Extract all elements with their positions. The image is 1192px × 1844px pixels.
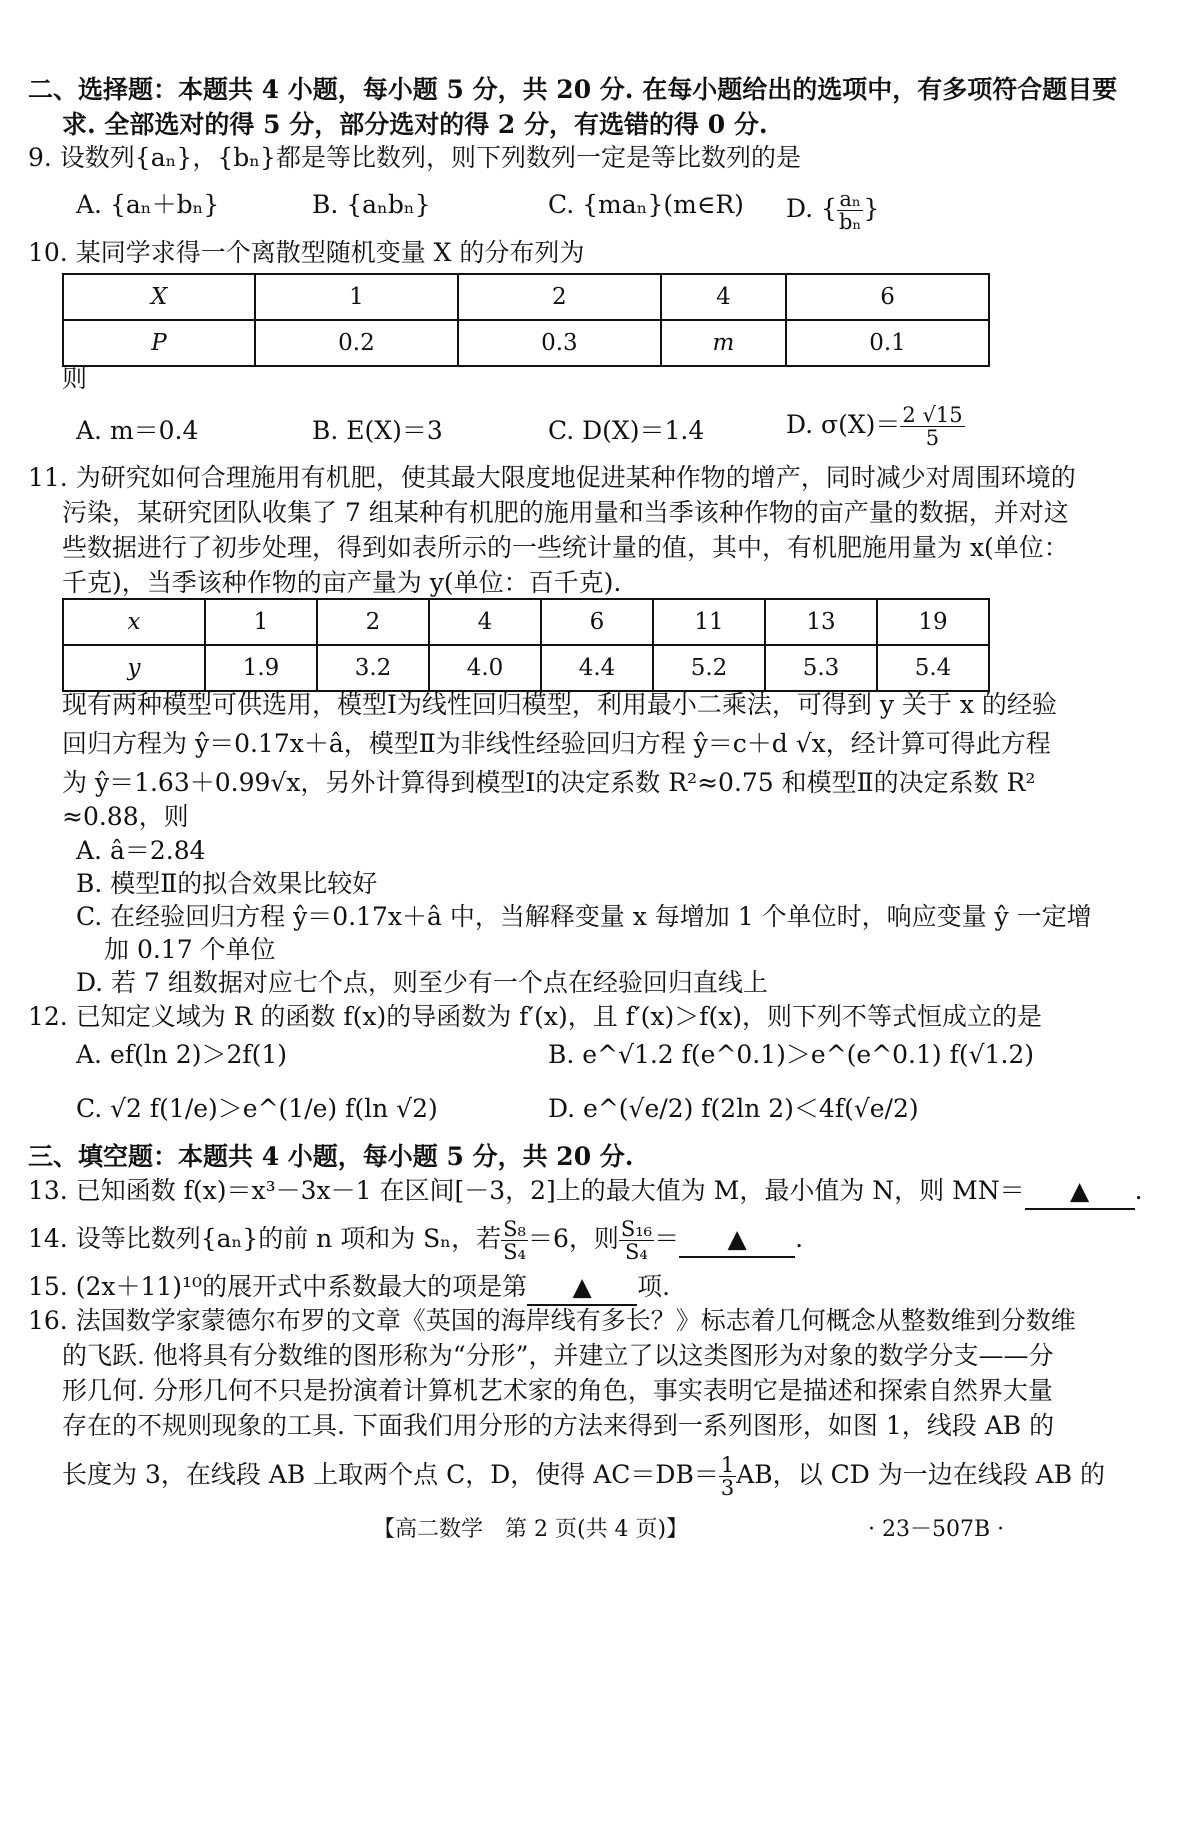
q10-option-a: A. m＝0.4 <box>76 416 199 445</box>
table-cell: 1 <box>255 274 458 320</box>
q15-answer-blank: ▲ <box>527 1270 637 1306</box>
table-row <box>63 320 989 366</box>
section3-title: 三、填空题：本题共 4 小题，每小题 5 分，共 20 分. <box>28 1142 634 1171</box>
q11-option-c-cont: 加 0.17 个单位 <box>104 935 276 964</box>
q15: 15. (2x＋11)¹⁰的展开式中系数最大的项是第 ▲ 项. <box>28 1270 670 1306</box>
q12-stem: 12. 已知定义域为 R 的函数 f(x)的导函数为 f′(x)，且 f′(x)＞f(x)，则下列不等式恒成立的是 <box>28 1002 1043 1031</box>
table-cell: 0.2 <box>255 320 458 366</box>
table-cell: 4 <box>661 274 786 320</box>
q11-option-a: A. â＝2.84 <box>76 836 206 865</box>
table-cell: 1 <box>205 599 317 645</box>
q13-answer-blank: ▲ <box>1025 1174 1135 1210</box>
table-cell: 2 <box>317 599 429 645</box>
table-row <box>63 599 989 645</box>
q12-option-d: D. e^(√e/2) f(2ln 2)＜4f(√e/2) <box>548 1094 919 1123</box>
table-cell: 5.2 <box>653 645 765 691</box>
q10-option-c: C. D(X)＝1.4 <box>548 416 705 445</box>
q10-option-d: D. σ(X)＝ $\frac{2 √15}{5}$ <box>786 403 963 450</box>
q11-data-table <box>62 598 990 692</box>
q11-line4: 千克)，当季该种作物的亩产量为 y(单位：百千克). <box>62 568 622 597</box>
table-cell: 3.2 <box>317 645 429 691</box>
table-row <box>63 645 989 691</box>
section2-title-line2: 求. 全部选对的得 5 分，部分选对的得 2 分，有选错的得 0 分. <box>62 110 768 139</box>
q10-option-b: B. E(X)＝3 <box>312 416 443 445</box>
q10-distribution-table <box>62 273 990 367</box>
q14: 14. 设等比数列{aₙ}的前 n 项和为 Sₙ，若 $\frac{\text{S₈}}{\text{S₄}}$ ＝6，则 $\frac{\text{S₁₆}}{\text{S₄}}$ ＝ ▲ . <box>28 1217 804 1264</box>
q16-line4: 存在的不规则现象的工具. 下面我们用分形的方法来得到一系列图形，如图 1，线段 AB 的 <box>62 1411 1055 1440</box>
q16-line5: 长度为 3，在线段 AB 上取两个点 C，D，使得 AC＝DB＝ $\frac{1}{3}$ AB，以 CD 为一边在线段 AB 的 <box>62 1453 1106 1500</box>
q10-stem: 10. 某同学求得一个离散型随机变量 X 的分布列为 <box>28 238 585 267</box>
table-cell: 1.9 <box>205 645 317 691</box>
q11-after2: 回归方程为 ŷ＝0.17x＋â，模型Ⅱ为非线性经验回归方程 ŷ＝c＋d √x，经计算可得此方程 <box>62 729 1051 758</box>
paper-code: · 23－507B · <box>868 1517 1005 1542</box>
table-cell: P <box>63 320 255 366</box>
q9-option-a: A. {aₙ＋bₙ} <box>76 190 220 219</box>
table-cell: 4.4 <box>541 645 653 691</box>
q12-option-a: A. ef(ln 2)＞2f(1) <box>76 1040 288 1069</box>
q16-line2: 的飞跃. 他将具有分数维的图形称为“分形”，并建立了以这类图形为对象的数学分支——分 <box>62 1341 1054 1370</box>
table-cell: 4 <box>429 599 541 645</box>
q13: 13. 已知函数 f(x)＝x³－3x－1 在区间[－3，2]上的最大值为 M，最小值为 N，则 MN＝ ▲ . <box>28 1174 1143 1210</box>
table-cell: 5.3 <box>765 645 877 691</box>
table-cell: 5.4 <box>877 645 989 691</box>
page-footer: 【高二数学 第 2 页(共 4 页)】 <box>373 1517 689 1542</box>
q10-then: 则 <box>62 364 88 393</box>
q11-option-c: C. 在经验回归方程 ŷ＝0.17x＋â 中，当解释变量 x 每增加 1 个单位时，响应变量 ŷ 一定增 <box>76 902 1092 931</box>
table-cell: 0.1 <box>786 320 989 366</box>
table-cell: 13 <box>765 599 877 645</box>
q11-after4: ≈0.88，则 <box>62 802 189 831</box>
q14-answer-blank: ▲ <box>679 1222 795 1258</box>
q11-after1: 现有两种模型可供选用，模型Ⅰ为线性回归模型，利用最小二乘法，可得到 y 关于 x 的经验 <box>62 690 1057 719</box>
table-cell: 4.0 <box>429 645 541 691</box>
q11-line2: 污染，某研究团队收集了 7 组某种有机肥的施用量和当季该种作物的亩产量的数据，并对这 <box>62 498 1069 527</box>
table-cell: 11 <box>653 599 765 645</box>
table-row <box>63 274 989 320</box>
q9-option-d: D. { $\frac{\text{aₙ}}{\text{bₙ}}$ } <box>786 187 880 234</box>
table-cell: x <box>63 599 205 645</box>
q9-option-c: C. {maₙ}(m∈R) <box>548 190 744 219</box>
q9-stem: 9. 设数列{aₙ}，{bₙ}都是等比数列，则下列数列一定是等比数列的是 <box>28 143 801 172</box>
q12-option-c: C. √2 f(1/e)＞e^(1/e) f(ln √2) <box>76 1094 438 1123</box>
q16-line3: 形几何. 分形几何不只是扮演着计算机艺术家的角色，事实表明它是描述和探索自然界大量 <box>62 1376 1053 1405</box>
table-cell: 19 <box>877 599 989 645</box>
q16-line1: 16. 法国数学家蒙德尔布罗的文章《英国的海岸线有多长？》标志着几何概念从整数维到分数维 <box>28 1306 1076 1335</box>
table-cell: 6 <box>541 599 653 645</box>
q9-option-b: B. {aₙbₙ} <box>312 190 431 219</box>
q11-line1: 11. 为研究如何合理施用有机肥，使其最大限度地促进某种作物的增产，同时减少对周围环境的 <box>28 463 1076 492</box>
q11-after3: 为 ŷ＝1.63＋0.99√x，另外计算得到模型Ⅰ的决定系数 R²≈0.75 和模型Ⅱ的决定系数 R² <box>62 768 1036 797</box>
table-cell: 2 <box>458 274 661 320</box>
table-cell: y <box>63 645 205 691</box>
table-cell: m <box>661 320 786 366</box>
q11-option-b: B. 模型Ⅱ的拟合效果比较好 <box>76 869 378 898</box>
table-cell: X <box>63 274 255 320</box>
table-cell: 6 <box>786 274 989 320</box>
q11-line3: 些数据进行了初步处理，得到如表所示的一些统计量的值，其中，有机肥施用量为 x(单位： <box>62 533 1069 562</box>
section2-title-line1: 二、选择题：本题共 4 小题，每小题 5 分，共 20 分. 在每小题给出的选项中，有多项符合题目要 <box>28 75 1118 104</box>
q11-option-d: D. 若 7 组数据对应七个点，则至少有一个点在经验回归直线上 <box>76 968 768 997</box>
table-cell: 0.3 <box>458 320 661 366</box>
q12-option-b: B. e^√1.2 f(e^0.1)＞e^(e^0.1) f(√1.2) <box>548 1040 1035 1069</box>
